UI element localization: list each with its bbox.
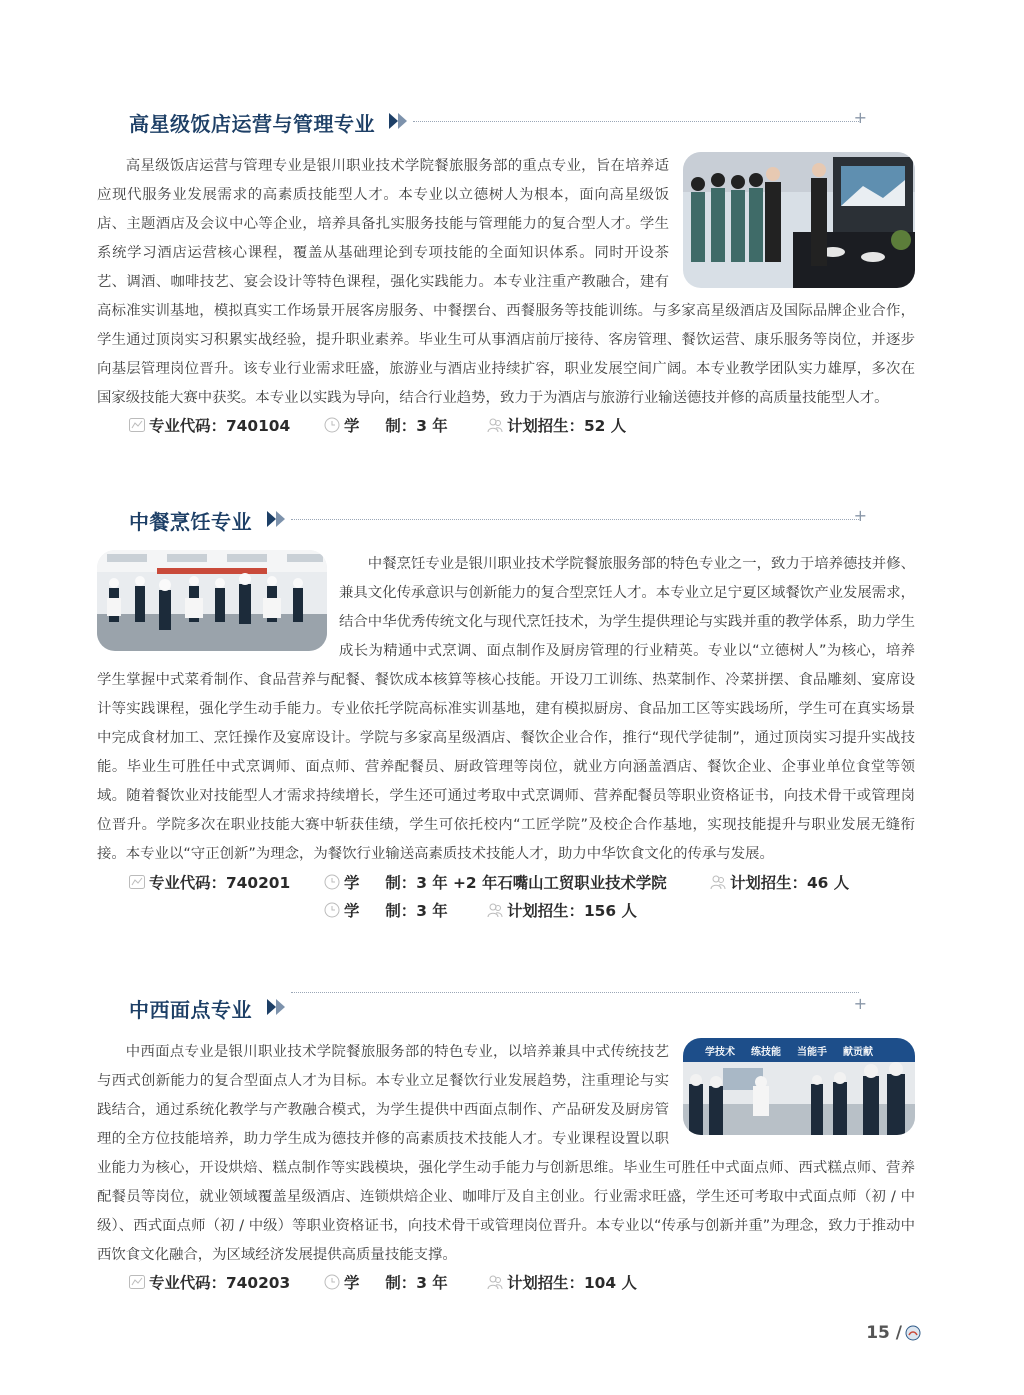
double-arrow-icon [267,510,289,528]
duration-value: 制：3 年 [385,1274,448,1292]
section-header [97,108,915,142]
double-arrow-icon [267,998,289,1016]
code-icon [129,1275,145,1289]
plus-icon: + [853,994,867,1013]
info-row [97,871,915,899]
major-code-text: 专业代码：740203 [149,1274,291,1292]
info-row [97,414,915,442]
enrollment-plan [710,871,849,893]
people-icon [487,902,503,918]
enrollment-plan [487,1271,637,1293]
major-code [129,871,290,893]
code-icon [129,418,145,432]
clock-icon [324,1274,340,1290]
people-icon [487,1274,503,1290]
duration [324,899,448,921]
section-chinese-cooking [97,506,915,927]
section-description: 中西面点专业是银川职业技术学院餐旅服务部的特色专业，以培养兼具中式传统技艺与西式创新能力的复合型面点人才为目标。本专业立足餐饮行业发展趋势，注重理论与实践结合，通过系统化教学与产教融合模式，为学生提供中西面点制作、产品研发及厨房管理的全方位技能培养，助力学生成为德技并修的高素质技术技能人才。专业课程设置以职业能力为核心，开设烘焙、糕点制作等实践模块，强化学生动手能力与创新思维。毕业生可胜任中式面点师、西式糕点师、营养配餐员等岗位，就业领域覆盖星级酒店、连锁烘焙企业、咖啡厅及自主创业。行业需求旺盛，学生还可考取中式面点师（初 / 中级）、西式面点师（初 / 中级）等职业资格证书，向技术骨干或管理岗位晋升。本专业以“传承与创新并重”为理念，致力于推动中西饮食文化融合，为区域经济发展提供高质量技能支撑。 [97,1044,915,1263]
clock-icon [324,417,340,433]
dotted-divider [291,992,859,993]
major-code-text: 专业代码：740104 [149,417,291,435]
info-row-secondary [97,899,915,927]
photo-banner [705,1043,873,1058]
enrollment-plan [487,899,637,921]
dotted-divider [413,121,859,122]
enrollment-plan-text: 计划招生：46 人 [730,874,850,892]
banner-text: 学技术 [705,1047,735,1058]
duration-value: 制：3 年 [385,902,448,920]
section-pastry [97,994,915,1299]
people-icon [710,874,726,890]
duration [324,1271,448,1293]
major-code [129,414,290,436]
major-code-text: 专业代码：740201 [149,874,291,892]
section-header [97,994,915,1028]
section-hotel-management [97,108,915,442]
duration-value: 制：3 年 [385,417,448,435]
duration-label: 学 [344,417,360,435]
enrollment-plan-text: 计划招生：104 人 [507,1274,637,1292]
code-icon [129,875,145,889]
page-number [866,1323,921,1343]
enrollment-plan-text: 计划招生：156 人 [507,902,637,920]
plus-icon: + [853,108,867,127]
duration-label: 学 [344,902,360,920]
plus-icon: + [853,506,867,525]
section-description: 高星级饭店运营与管理专业是银川职业技术学院餐旅服务部的重点专业，旨在培养适应现代服务业发展需求的高素质技能型人才。本专业以立德树人为根本，面向高星级饭店、主题酒店及会议中心等企业，培养具备扎实服务技能与管理能力的复合型人才。学生系统学习酒店运营核心课程，覆盖从基础理论到专项技能的全面知识体系。同时开设茶艺、调酒、咖啡技艺、宴会设计等特色课程，强化实践能力。本专业注重产教融合，建有高标准实训基地，模拟真实工作场景开展客房服务、中餐摆台、西餐服务等技能训练。与多家高星级酒店及国际品牌企业合作，学生通过顶岗实习积累实战经验，提升职业素养。毕业生可从事酒店前厅接待、客房管理、餐饮运营、康乐服务等岗位，并逐步向基层管理岗位晋升。该专业行业需求旺盛，旅游业与酒店业持续扩容，职业发展空间广阔。本专业教学团队实力雄厚，多次在国家级技能大赛中获奖。本专业以实践为导向，结合行业趋势，致力于为酒店与旅游行业输送德技并修的高质量技能型人才。 [97,158,915,406]
duration-value: 制：3 年 +2 年石嘴山工贸职业技术学院 [385,874,667,892]
banner-text: 献贡献 [843,1047,873,1058]
people-icon [487,417,503,433]
cooking-class-photo [97,550,327,651]
section-title: 高星级饭店运营与管理专业 [129,112,375,136]
clock-icon [324,902,340,918]
clock-icon [324,874,340,890]
major-code [129,1271,290,1293]
section-title: 中餐烹饪专业 [129,510,252,534]
enrollment-plan-text: 计划招生：52 人 [507,417,627,435]
banner-text: 练技能 [751,1047,781,1058]
hotel-training-photo [683,152,915,288]
duration [324,414,448,436]
page-number-text: 15 / [866,1323,902,1343]
dotted-divider [291,519,859,520]
duration-label: 学 [344,1274,360,1292]
duration [324,871,667,893]
double-arrow-icon [389,112,411,130]
section-description: 中餐烹饪专业是银川职业技术学院餐旅服务部的特色专业之一，致力于培养德技并修、兼具文化传承意识与创新能力的复合型烹饪人才。本专业立足宁夏区域餐饮产业发展需求，结合中华优秀传统文化与现代烹饪技术，为学生提供理论与实践并重的教学体系，助力学生成长为精通中式烹调、面点制作及厨房管理的行业精英。专业以“立德树人”为核心，培养学生掌握中式菜肴制作、食品营养与配餐、餐饮成本核算等核心技能。开设刀工训练、热菜制作、冷菜拼摆、食品雕刻、宴席设计等实践课程，强化学生动手能力。专业依托学院高标准实训基地，建有模拟厨房、食品加工区等实践场所，学生可在真实场景中完成食材加工、烹饪操作及宴席设计。学院与多家高星级酒店、餐饮企业合作，推行“现代学徒制”，通过顶岗实习提升实战技能。毕业生可胜任中式烹调师、面点师、营养配餐员、厨政管理等岗位，就业方向涵盖酒店、餐饮企业、企事业单位食堂等领域。随着餐饮业对技能型人才需求持续增长，学生还可通过考取中式烹调师、营养配餐员等职业资格证书，向技术骨干或管理岗位晋升。学院多次在职业技能大赛中斩获佳绩，学生可依托校内“工匠学院”及校企合作基地，实现技能提升与职业发展无缝衔接。本专业以“守正创新”为理念，为餐饮行业输送高素质技术技能人才，助力中华饮食文化的传承与发展。 [97,556,915,862]
pastry-class-photo [683,1038,915,1135]
school-logo-icon [905,1325,921,1341]
duration-label: 学 [344,874,360,892]
info-row [97,1271,915,1299]
section-header [97,506,915,540]
banner-text: 当能手 [797,1047,827,1058]
enrollment-plan [487,414,626,436]
section-title: 中西面点专业 [129,998,252,1022]
